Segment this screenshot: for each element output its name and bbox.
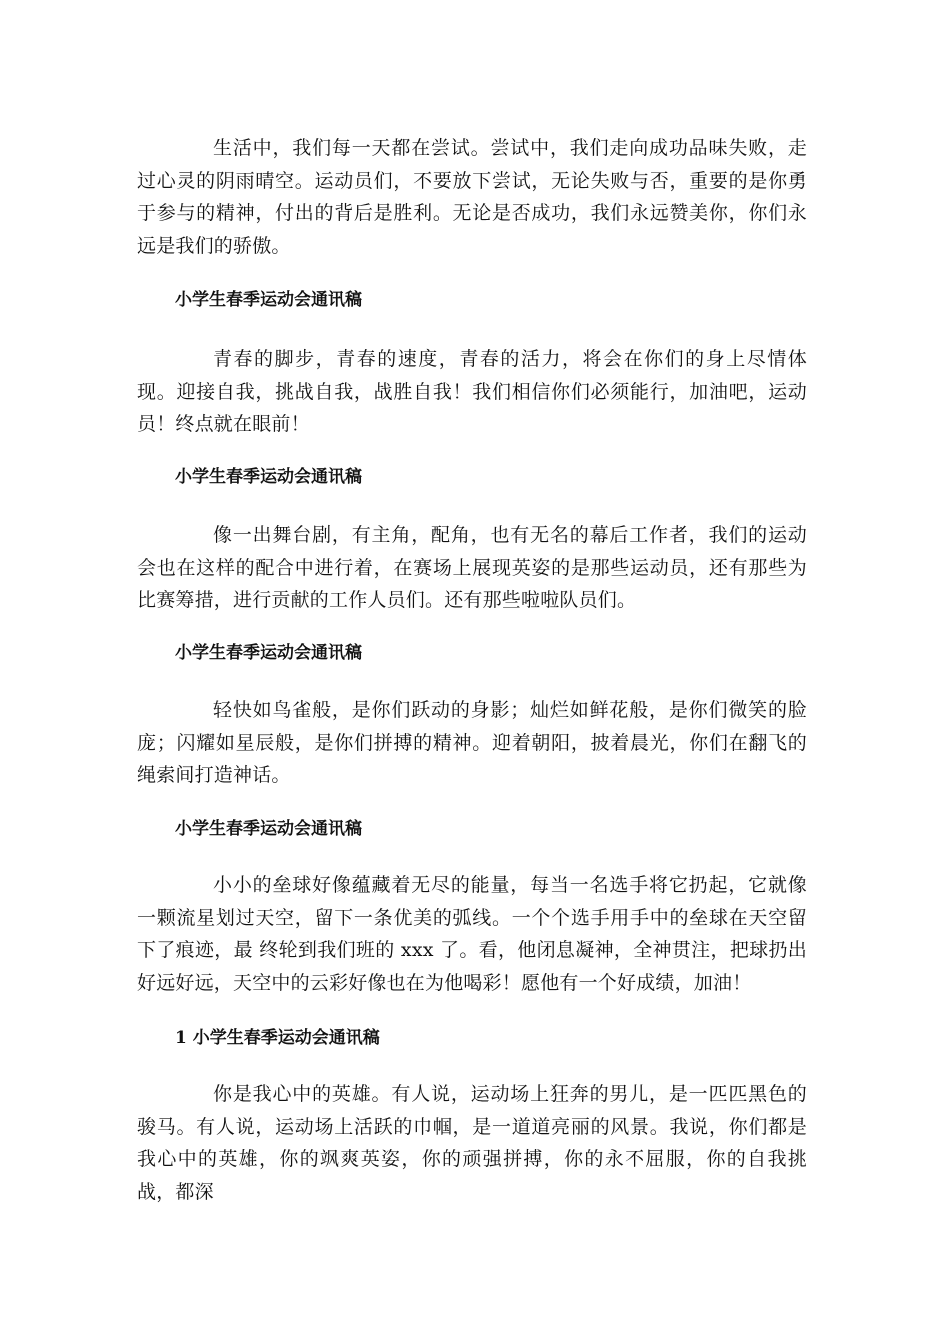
paragraph-6: 你是我心中的英雄。有人说，运动场上狂奔的男儿，是一匹匹黑色的骏马。有人说，运动场上活跃的巾帼，是一道道亮丽的风景。我说，你们都是我心中的英雄，你的飒爽英姿，你的顽强拼搏，你的永不屈服，你的自我挑战，都深 <box>137 1083 807 1203</box>
paragraph-2: 青春的脚步，青春的速度，青春的活力，将会在你们的身上尽情体现。迎接自我，挑战自我，战胜自我！我们相信你们必须能行，加油吧，运动员！终点就在眼前！ <box>137 348 807 435</box>
section-heading-1: 小学生春季运动会通讯稿 <box>175 290 362 310</box>
section-heading-5: 1 小学生春季运动会通讯稿 <box>175 1028 380 1048</box>
paragraph-1: 生活中，我们每一天都在尝试。尝试中，我们走向成功品味失败，走过心灵的阴雨晴空。运动员们，不要放下尝试，无论失败与否，重要的是你勇于参与的精神，付出的背后是胜利。无论是否成功，我们永远赞美你，你们永远是我们的骄傲。 <box>137 137 807 257</box>
paragraph-5: 小小的垒球好像蕴藏着无尽的能量，每当一名选手将它扔起，它就像一颗流星划过天空，留下一条优美的弧线。一个个选手用手中的垒球在天空留下了痕迹，最 终轮到我们班的 xxx 了。看，他闭息凝神，全神贯注，把球扔出好远好远，天空中的云彩好像也在为他喝彩！愿他有一个好成绩，加油！ <box>137 874 807 994</box>
section-heading-4: 小学生春季运动会通讯稿 <box>175 819 362 839</box>
section-heading-3: 小学生春季运动会通讯稿 <box>175 643 362 663</box>
section-heading-2: 小学生春季运动会通讯稿 <box>175 467 362 487</box>
paragraph-4: 轻快如鸟雀般，是你们跃动的身影；灿烂如鲜花般，是你们微笑的脸庞；闪耀如星辰般，是你们拼搏的精神。迎着朝阳，披着晨光，你们在翻飞的绳索间打造神话。 <box>137 699 807 786</box>
paragraph-3: 像一出舞台剧，有主角，配角，也有无名的幕后工作者，我们的运动会也在这样的配合中进行着，在赛场上展现英姿的是那些运动员，还有那些为比赛筹措，进行贡献的工作人员们。还有那些啦啦队员们。 <box>137 524 807 611</box>
